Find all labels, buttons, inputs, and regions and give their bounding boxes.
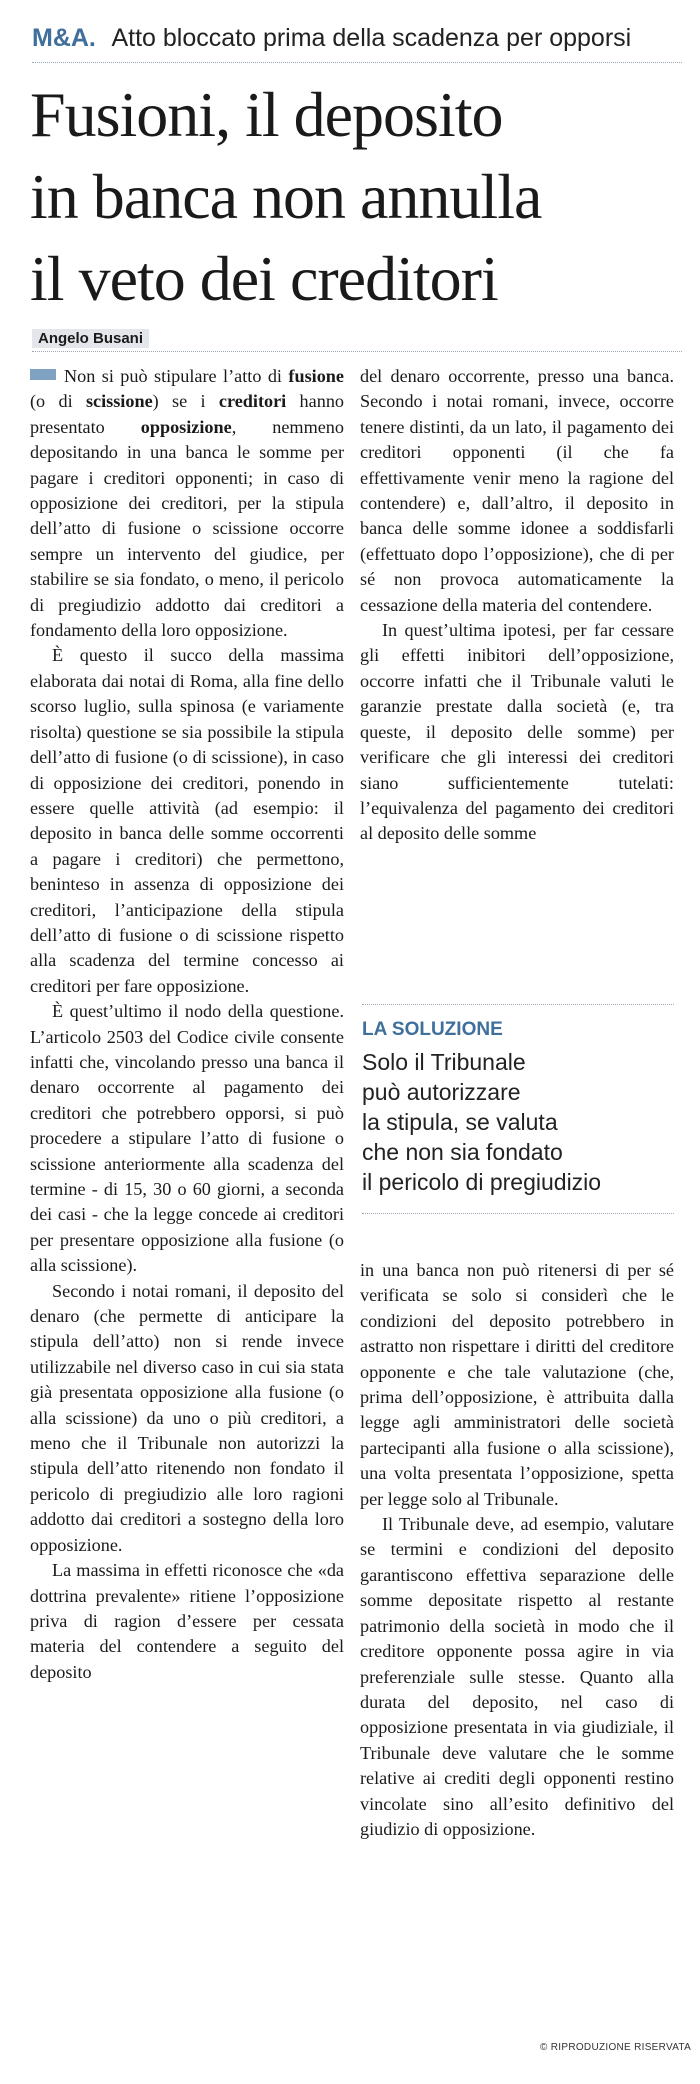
paragraph-3: È quest’ultimo il nodo della questione. L’articolo 2503 del Codice civile consente infatti che, vincolando presso una banca il denaro occorrente al pagamento dei creditori che potrebbero opporsi, si può procedere a stipulare l’atto di fusione o scissione anteriormente alla scadenza del termine - di 15, 30 o 60 giorni, a seconda dei casi - che la legge concede ai creditori per presentare opposizione alla fusione (o alla scissione).	[30, 1001, 344, 1276]
solution-title: LA SOLUZIONE	[362, 1019, 503, 1040]
copyright-notice: © RIPRODUZIONE RISERVATA	[540, 2042, 692, 2053]
paragraph-9: Il Tribunale deve, ad esempio, valutare se termini e condizioni del deposito garantiscono effettiva separazione delle somme depositate rispetto al restante patrimonio della società in modo che il creditore opponente possa agire in via preferenziale sulle stesse. Quanto alla durata del deposito, nel caso di opposizione presentata in via giudiziale, il Tribunale deve valutare che le somme relative ai crediti degli opponenti restino vincolate sino all’esito definitivo del giudizio di opposizione.	[360, 1514, 674, 1839]
solution-box	[362, 1004, 674, 1214]
lead-text-1: Non si può stipulare l’atto di	[64, 366, 289, 386]
paragraph-2: È questo il succo della massima elaborata dai notai di Roma, alla fine dello scorso luglio, sulla spinosa (e variamente risolta) questione se sia possibile la stipula dell’atto di fusione (o di scissione), in caso di opposizione dei creditori, ponendo in essere quelle attività (ad esempio: il deposito in banca delle somme occorrenti a pagare i creditori) che permettono, beninteso in assenza di opposizione dei creditori, l’anticipazione della stipula dell’atto di fusione o di scissione rispetto alla scadenza del termine concesso ai creditori per fare opposizione.	[30, 645, 344, 996]
headline-line-1: Fusioni, il deposito	[30, 79, 503, 150]
headline-line-3: il veto dei creditori	[30, 243, 498, 314]
solution-line-5: il pericolo di pregiudizio	[362, 1169, 602, 1195]
lead-bold-fusione: fusione	[288, 366, 344, 386]
headline-line-2: in banca non annulla	[30, 161, 542, 232]
lead-text-2: (o di	[30, 391, 86, 412]
solution-line-4: che non sia fondato	[362, 1139, 563, 1165]
headline	[30, 74, 690, 320]
byline	[32, 330, 682, 352]
lead-text-3: ) se i	[152, 391, 219, 412]
kicker-summary: Atto bloccato prima della scadenza per opporsi	[111, 24, 632, 52]
lead-paragraph	[30, 364, 344, 643]
paragraph-5: La massima in effetti riconosce che «da dottrina prevalente» ritiene l’opposizione priva di ragion d’essere per cessata materia del contendere a seguito del deposito	[30, 1560, 344, 1682]
solution-line-2: può autorizzare	[362, 1079, 521, 1105]
kicker-category: M&A.	[32, 24, 96, 52]
paragraph-4: Secondo i notai romani, il deposito del denaro (che permette di anticipare la stipula dell’atto) non si rende invece utilizzabile nel diverso caso in cui sia stata già presentata opposizione alla fusione (o alla scissione) da uno o più creditori, a meno che il Tribunale non autorizzi la stipula dell’atto ritenendo non fondato il pericolo di pregiudizio alle loro ragioni addotto dai creditori a sostegno della loro opposizione.	[30, 1280, 344, 1555]
lead-bold-opposizione: opposizione	[140, 416, 232, 437]
paragraph-7: In quest’ultima ipotesi, per far cessare gli effetti inibitori dell’opposizione, occorre infatti che il Tribunale valuti le garanzie prestate dalla società (e, tra queste, il deposito delle somme) per verificare che gli interessi dei creditori siano sufficientemente tutelati: l’equivalenza del pagamento dei creditori al deposito delle somme	[360, 620, 674, 844]
solution-line-3: la stipula, se valuta	[362, 1109, 558, 1135]
lead-text-4: hanno presentato	[30, 391, 345, 437]
paragraph-6: del denaro occorrente, presso una banca. Secondo i notai romani, invece, occorre tenere distinti, da un lato, il pagamento dei creditori opponenti (il che fa effettivamente venir meno la ragione del contendere) e, dall’altro, il deposito in banca delle somme idonee a soddisfarli (effettuato dopo l’opposizione), che di per sé non provoca automaticamente la cessazione della materia del contendere.	[360, 366, 674, 615]
kicker	[32, 22, 682, 63]
author-name: Angelo Busani	[32, 329, 149, 348]
lead-text-5: , nemmeno depositando in una banca le somme per pagare i creditori opponenti; in caso di opposizione dei creditori, per la stipula dell’atto di fusione o scissione occorre sempre un intervento del giudice, per stabilire se sia fondato, o meno, il pericolo di pregiudizio addotto dai creditori a fondamento della loro opposizione.	[30, 416, 344, 641]
column-1	[30, 364, 344, 2014]
paragraph-8: in una banca non può ritenersi di per sé verificata se solo si considerì che le condizioni del deposito potrebbero in astratto non rispettare i diritti del creditore opponente e che tale valutazione (che, prima dell’opposizione, è attribuita dalla legge agli amministratori delle società partecipanti alla fusione o alla scissione), una volta presentata l’opposizione, spetta per legge solo al Tribunale.	[360, 1260, 674, 1509]
lead-bold-creditori: creditori	[218, 391, 287, 412]
lead-marker-icon	[30, 369, 56, 380]
solution-line-1: Solo il Tribunale	[362, 1049, 526, 1075]
column-2-bottom	[360, 1258, 674, 2038]
column-2-top	[360, 364, 674, 959]
lead-bold-scissione: scissione	[85, 391, 153, 412]
solution-text	[362, 1047, 674, 1197]
